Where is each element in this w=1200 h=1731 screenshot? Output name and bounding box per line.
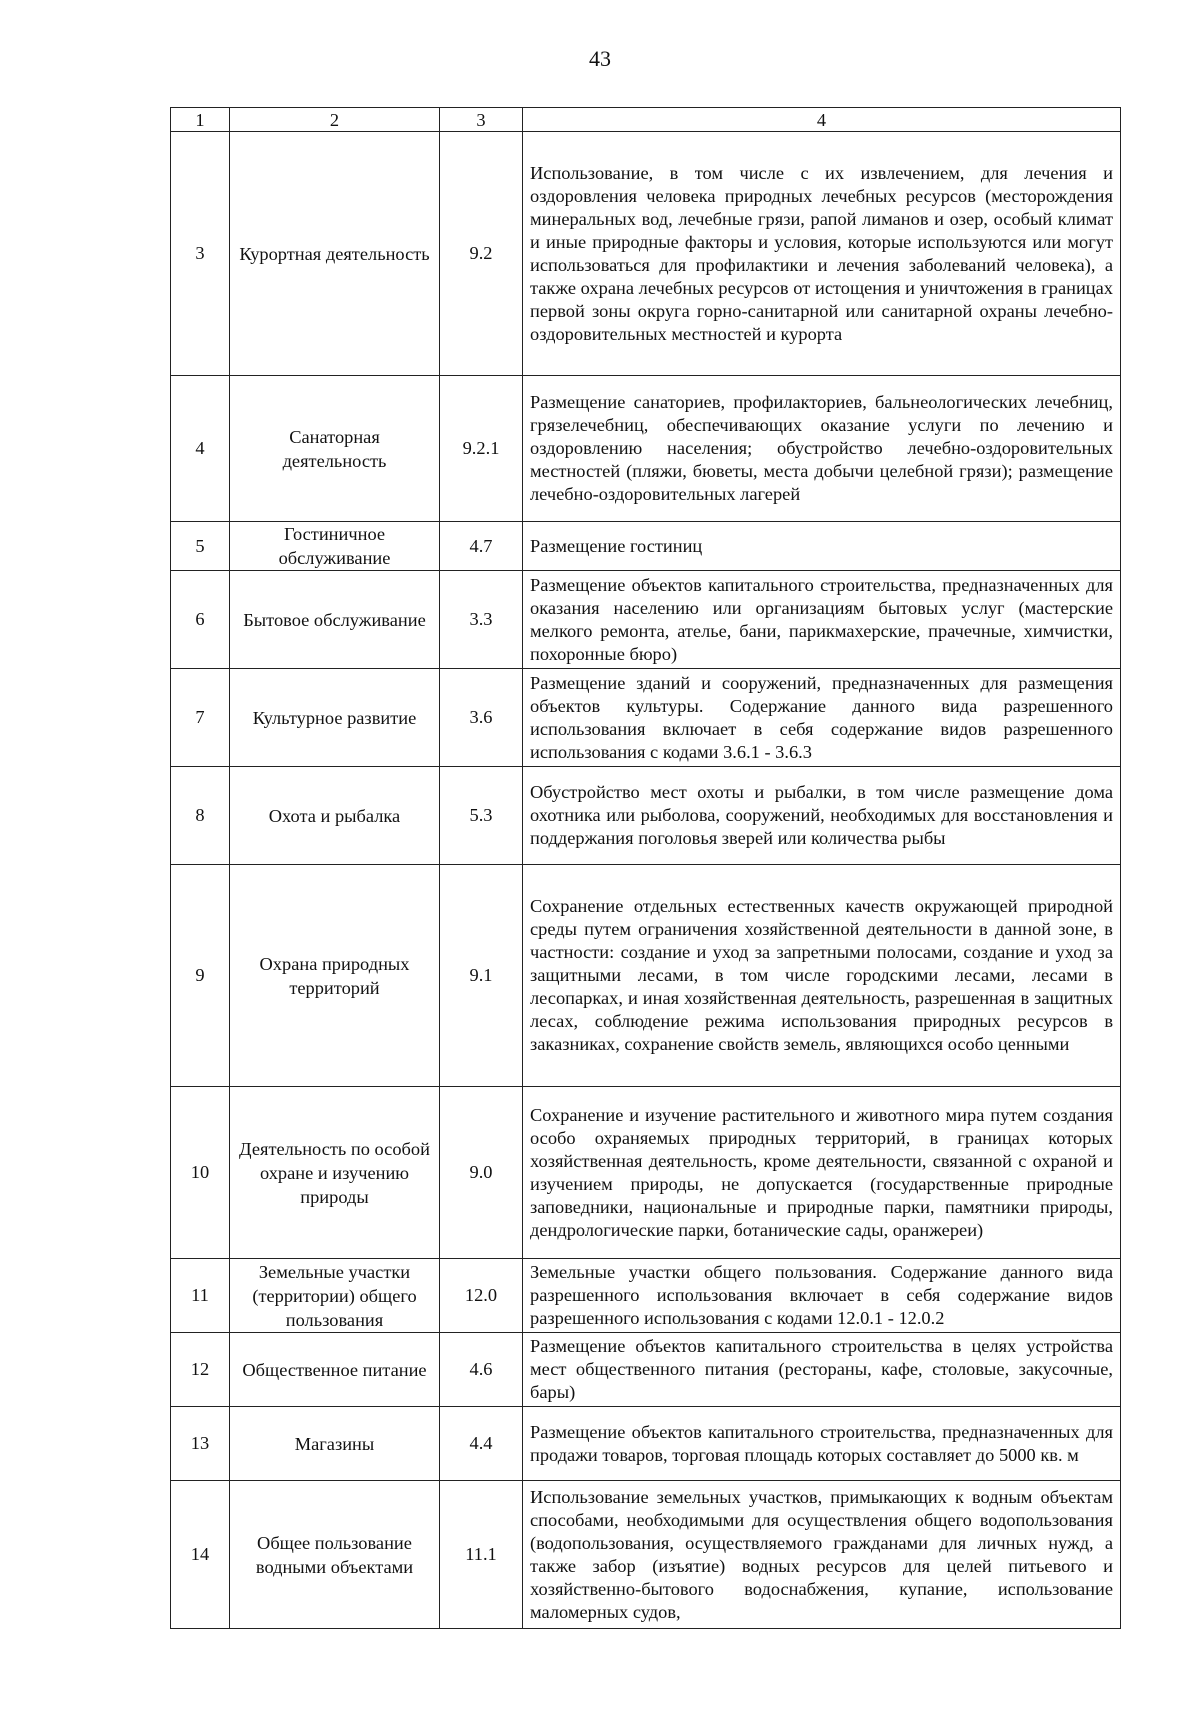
land-use-code: 9.2 xyxy=(440,132,523,376)
table-body xyxy=(171,108,1121,1629)
header-col-2: 2 xyxy=(230,108,440,132)
land-use-table xyxy=(170,107,1121,1629)
land-use-code: 4.6 xyxy=(440,1333,523,1407)
table-row xyxy=(171,376,1121,522)
row-number: 10 xyxy=(171,1087,230,1259)
land-use-name: Курортная деятельность xyxy=(230,132,440,376)
land-use-description: Размещение санаториев, профилакториев, бальнеологических лечебниц, грязелечебниц, обеспечивающих оказание услуги по лечению и оздоровлению населения; обустройство лечебно-оздоровительных местностей (пляжи, бюветы, места добычи целебной грязи); размещение лечебно-оздоровительных лагерей xyxy=(523,376,1121,522)
header-col-4: 4 xyxy=(523,108,1121,132)
land-use-name: Земельные участки (территории) общего пользования xyxy=(230,1259,440,1333)
row-number: 5 xyxy=(171,522,230,571)
land-use-code: 9.0 xyxy=(440,1087,523,1259)
land-use-code: 9.1 xyxy=(440,865,523,1087)
land-use-name: Магазины xyxy=(230,1407,440,1481)
row-number: 12 xyxy=(171,1333,230,1407)
land-use-description: Использование земельных участков, примыкающих к водным объектам способами, необходимыми для осуществления общего водопользования (водопользования, осуществляемого гражданами для личных нужд, а также забор (изъятие) водных ресурсов для целей питьевого и хозяйственно-бытового водоснабжения, купание, использование маломерных судов, xyxy=(523,1481,1121,1629)
page-number: 43 xyxy=(589,46,611,71)
header-col-3: 3 xyxy=(440,108,523,132)
table-row xyxy=(171,1333,1121,1407)
land-use-code: 4.4 xyxy=(440,1407,523,1481)
land-use-description: Использование, в том числе с их извлечением, для лечения и оздоровления человека природных лечебных ресурсов (месторождения минеральных вод, лечебные грязи, рапой лиманов и озер, особый климат и иные природные факторы и условия, которые используются или могут использоваться для профилактики и лечения заболеваний человека), а также охрана лечебных ресурсов от истощения и уничтожения в границах первой зоны округа горно-санитарной или санитарной охраны лечебно-оздоровительных местностей и курорта xyxy=(523,132,1121,376)
table-row xyxy=(171,1481,1121,1629)
row-number: 4 xyxy=(171,376,230,522)
header-col-1: 1 xyxy=(171,108,230,132)
land-use-description: Сохранение отдельных естественных качеств окружающей природной среды путем ограничения хозяйственной деятельности в данной зоне, в частности: создание и уход за запретными полосами, создание и уход за защитными лесами, в том числе городскими лесами, лесами в лесопарках, и иная хозяйственная деятельность, разрешенная в защитных лесах, соблюдение режима использования природных ресурсов в заказниках, сохранение свойств земель, являющихся особо ценными xyxy=(523,865,1121,1087)
land-use-name: Бытовое обслуживание xyxy=(230,571,440,669)
table-row xyxy=(171,767,1121,865)
row-number: 11 xyxy=(171,1259,230,1333)
land-use-name: Общественное питание xyxy=(230,1333,440,1407)
table-row xyxy=(171,865,1121,1087)
table-header-row xyxy=(171,108,1121,132)
land-use-code: 11.1 xyxy=(440,1481,523,1629)
land-use-code: 12.0 xyxy=(440,1259,523,1333)
table-row xyxy=(171,571,1121,669)
table-row xyxy=(171,132,1121,376)
land-use-description: Размещение гостиниц xyxy=(523,522,1121,571)
table-row xyxy=(171,522,1121,571)
land-use-description: Размещение зданий и сооружений, предназначенных для размещения объектов культуры. Содержание данного вида разрешенного использования включает в себя содержание видов разрешенного использования с кодами 3.6.1 - 3.6.3 xyxy=(523,669,1121,767)
row-number: 3 xyxy=(171,132,230,376)
land-use-name: Санаторная деятельность xyxy=(230,376,440,522)
table-row xyxy=(171,669,1121,767)
land-use-name: Гостиничное обслуживание xyxy=(230,522,440,571)
row-number: 6 xyxy=(171,571,230,669)
land-use-description: Размещение объектов капитального строительства, предназначенных для оказания населению или организациям бытовых услуг (мастерские мелкого ремонта, ателье, бани, парикмахерские, прачечные, химчистки, похоронные бюро) xyxy=(523,571,1121,669)
land-use-name: Деятельность по особой охране и изучению природы xyxy=(230,1087,440,1259)
table-row xyxy=(171,1087,1121,1259)
land-use-description: Обустройство мест охоты и рыбалки, в том числе размещение дома охотника или рыболова, сооружений, необходимых для восстановления и поддержания поголовья зверей или количества рыбы xyxy=(523,767,1121,865)
row-number: 8 xyxy=(171,767,230,865)
land-use-description: Земельные участки общего пользования. Содержание данного вида разрешенного использования включает в себя содержание видов разрешенного использования с кодами 12.0.1 - 12.0.2 xyxy=(523,1259,1121,1333)
land-use-description: Размещение объектов капитального строительства в целях устройства мест общественного питания (рестораны, кафе, столовые, закусочные, бары) xyxy=(523,1333,1121,1407)
land-use-code: 3.3 xyxy=(440,571,523,669)
land-use-description: Размещение объектов капитального строительства, предназначенных для продажи товаров, торговая площадь которых составляет до 5000 кв. м xyxy=(523,1407,1121,1481)
land-use-name: Культурное развитие xyxy=(230,669,440,767)
land-use-name: Общее пользование водными объектами xyxy=(230,1481,440,1629)
land-use-description: Сохранение и изучение растительного и животного мира путем создания особо охраняемых природных территорий, в границах которых хозяйственная деятельность, кроме деятельности, связанной с охраной и изучением природы, не допускается (государственные природные заповедники, национальные и природные парки, памятники природы, дендрологические парки, ботанические сады, оранжереи) xyxy=(523,1087,1121,1259)
row-number: 14 xyxy=(171,1481,230,1629)
table-row xyxy=(171,1407,1121,1481)
land-use-name: Охрана природных территорий xyxy=(230,865,440,1087)
table-row xyxy=(171,1259,1121,1333)
row-number: 7 xyxy=(171,669,230,767)
land-use-name: Охота и рыбалка xyxy=(230,767,440,865)
land-use-code: 9.2.1 xyxy=(440,376,523,522)
row-number: 9 xyxy=(171,865,230,1087)
land-use-code: 4.7 xyxy=(440,522,523,571)
row-number: 13 xyxy=(171,1407,230,1481)
land-use-code: 3.6 xyxy=(440,669,523,767)
land-use-code: 5.3 xyxy=(440,767,523,865)
